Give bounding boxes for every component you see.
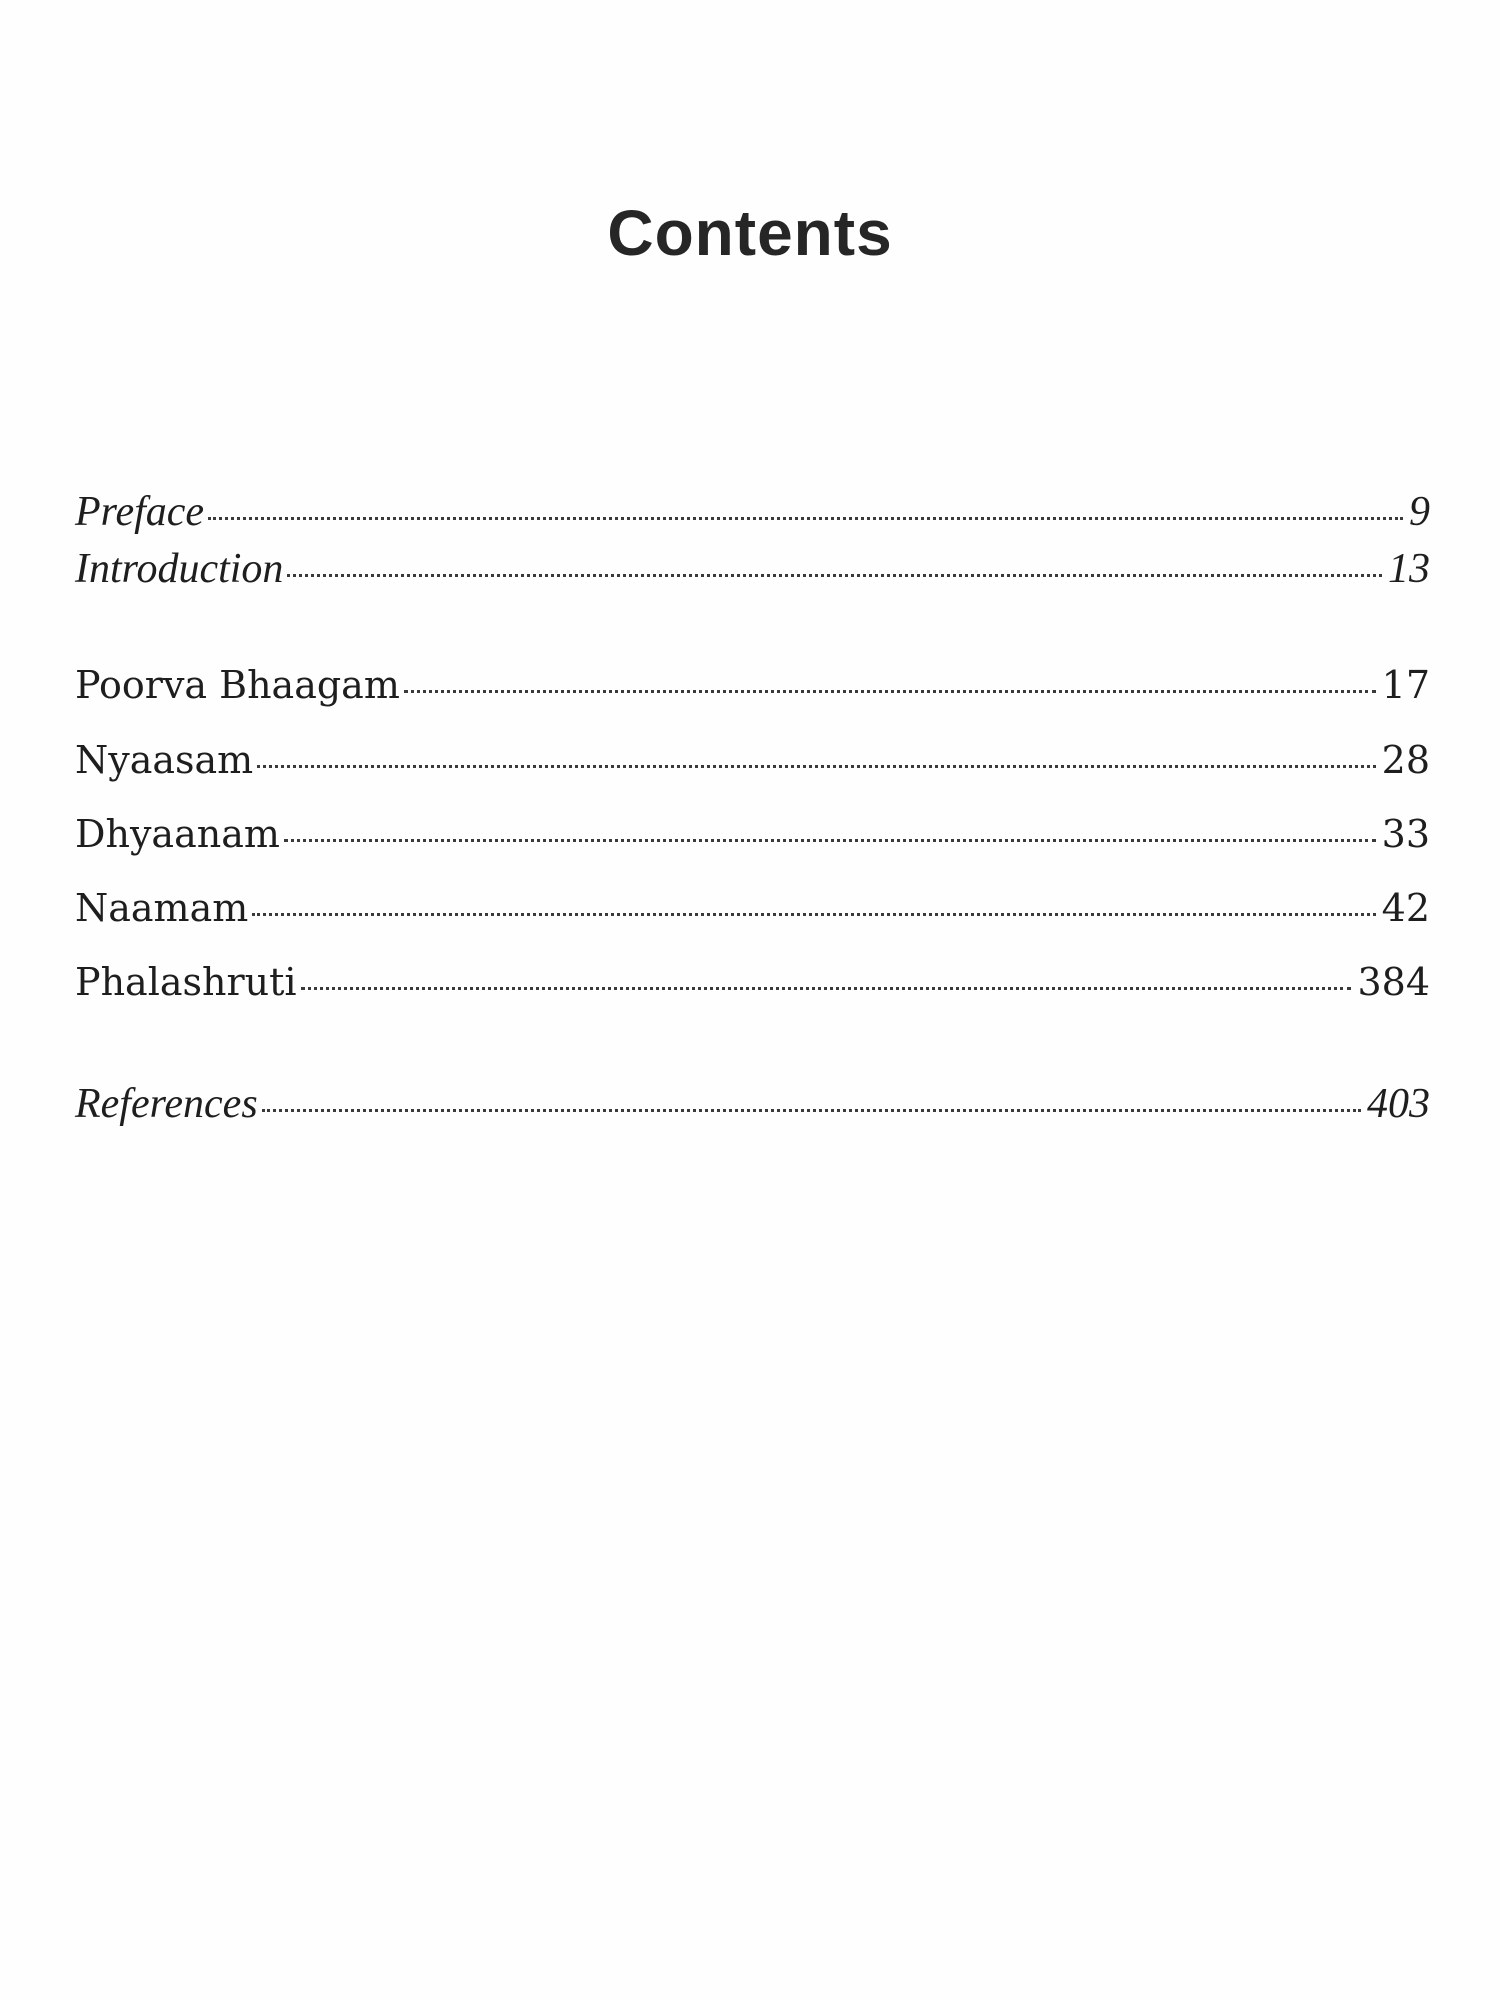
toc-entry-label: Naamam	[75, 886, 249, 930]
toc-entry-label: Preface	[75, 489, 205, 535]
toc-entry-label: Dhyaanam	[75, 812, 280, 856]
dot-leader	[404, 690, 1376, 693]
dot-leader	[257, 765, 1375, 768]
dot-leader	[287, 574, 1382, 577]
toc-entry-page-number: 42	[1381, 886, 1430, 930]
toc-entry-page-number: 384	[1357, 960, 1430, 1004]
toc-entry-page-number: 17	[1381, 663, 1430, 707]
toc-entry-dhyaanam	[75, 812, 1430, 856]
toc-entry-references	[75, 1080, 1430, 1128]
toc-entry-preface	[75, 488, 1430, 536]
toc-entry-label: Poorva Bhaagam	[75, 663, 400, 707]
toc-entry-poorva-bhaagam	[75, 663, 1430, 707]
page-title: Contents	[607, 197, 893, 269]
toc-entry-page-number: 403	[1367, 1081, 1430, 1127]
toc-entry-label: References	[75, 1081, 258, 1127]
toc-entry-label: Phalashruti	[75, 960, 297, 1004]
toc-entry-introduction	[75, 545, 1430, 593]
dot-leader	[301, 987, 1352, 990]
dot-leader	[252, 913, 1375, 916]
toc-entry-page-number: 33	[1381, 812, 1430, 856]
toc-entry-page-number: 13	[1388, 546, 1430, 592]
toc-entry-naamam	[75, 886, 1430, 930]
toc-entry-label: Nyaasam	[75, 738, 254, 782]
dot-leader	[262, 1109, 1361, 1112]
toc-entry-label: Introduction	[75, 546, 284, 592]
toc-entry-nyaasam	[75, 738, 1430, 782]
dot-leader	[284, 839, 1376, 842]
toc-entry-page-number: 9	[1409, 489, 1430, 535]
toc-entry-page-number: 28	[1381, 738, 1430, 782]
toc-entry-phalashruti	[75, 960, 1430, 1004]
dot-leader	[208, 517, 1403, 520]
